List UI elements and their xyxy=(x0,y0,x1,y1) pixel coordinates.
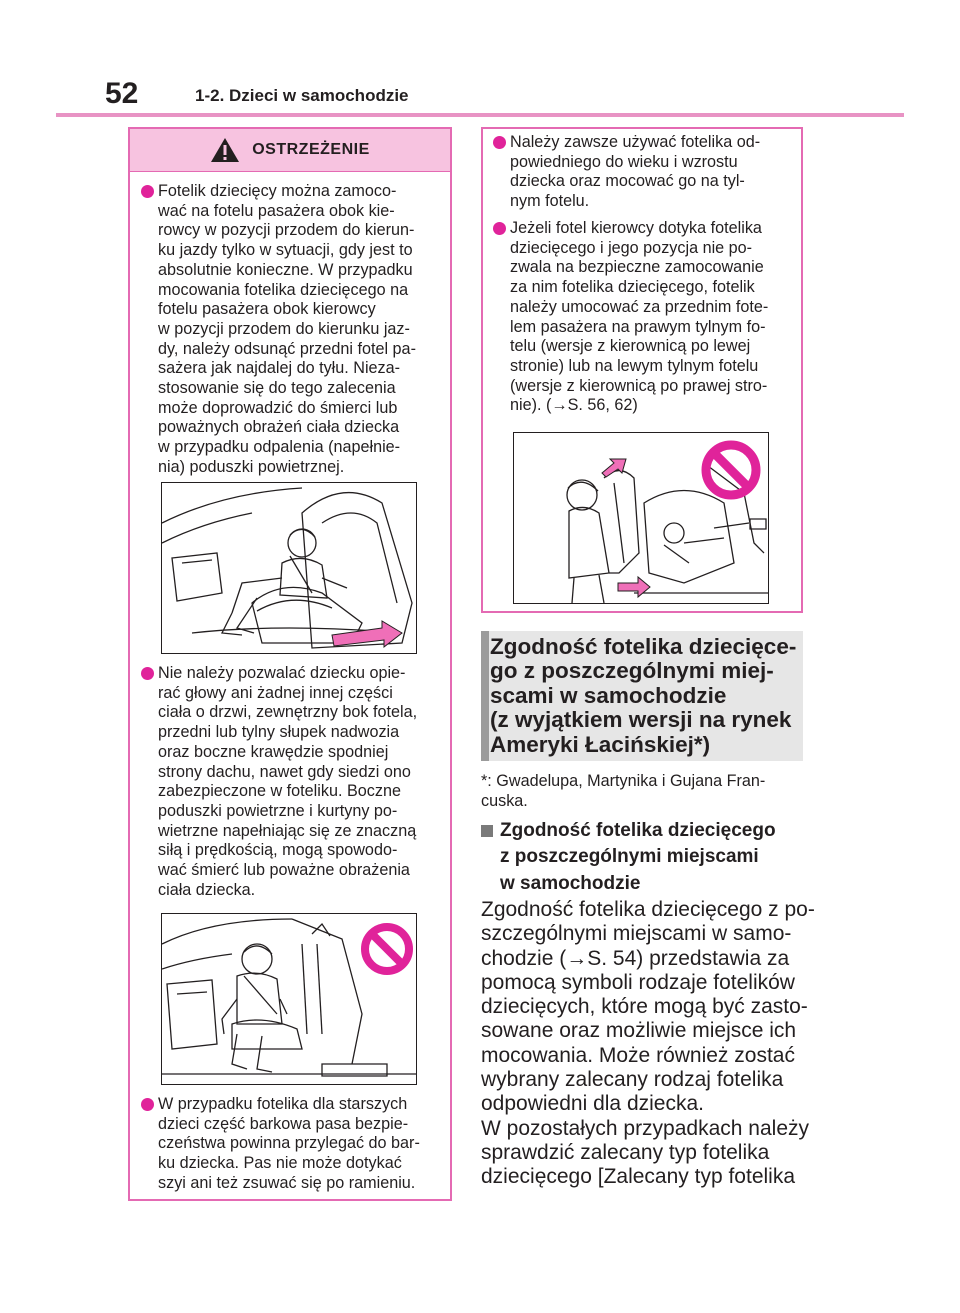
text-line: rać głowy ani żadnej innej części xyxy=(158,683,393,702)
heading-line: scami w samochodzie xyxy=(490,682,727,708)
text-line: nym fotelu. xyxy=(510,192,590,211)
text-line: wać śmierć lub poważne obrażenia xyxy=(158,861,410,880)
body-line: pomocą symboli rodzaje fotelików xyxy=(481,970,795,994)
illustration-child-seat-front-facing xyxy=(161,482,417,654)
warning-bullet-3 xyxy=(141,1095,420,1194)
text-line: dzieci część barkowa pasa bezpie- xyxy=(158,1114,409,1133)
heading-line: (z wyjątkiem wersji na rynek xyxy=(490,707,792,733)
heading-line: go z poszczególnymi miej- xyxy=(490,658,774,684)
right-bullet-2 xyxy=(493,219,768,416)
body-line: chodzie (→S. 54) przedstawia za xyxy=(481,946,790,970)
footnote xyxy=(481,771,765,811)
warning-header xyxy=(130,129,450,172)
page-header xyxy=(105,74,905,118)
body-line: W pozostałych przypadkach należy xyxy=(481,1116,809,1140)
body-line: mocowania. Może również zostać xyxy=(481,1043,795,1067)
heading-bar xyxy=(481,631,489,761)
text-line: powiedniego do wieku i wzrostu xyxy=(510,152,738,171)
text-line: strony dachu, nawet gdy siedzi ono xyxy=(158,762,411,781)
text-line: siłą i prędkością, mogą spowodo- xyxy=(158,841,398,860)
text-line: telu (wersje z kierownicą po lewej xyxy=(510,337,751,356)
child-seat-drawing xyxy=(162,483,417,654)
bullet-dot xyxy=(493,136,506,149)
warning-bullet-2 xyxy=(141,664,417,900)
sub-heading-line: w samochodzie xyxy=(500,872,641,894)
heading-line: Ameryki Łacińskiej*) xyxy=(490,731,711,757)
text-line: poważnych obrażeń ciała dziecka xyxy=(158,418,400,437)
body-line: Zgodność fotelika dziecięcego z po- xyxy=(481,898,815,921)
text-line: poduszki powietrzne i kurtyny po- xyxy=(158,801,398,820)
text-line: fotelu pasażera obok kierowcy xyxy=(158,300,376,319)
sub-heading-line: Zgodność fotelika dziecięcego xyxy=(500,820,776,841)
text-line: sażera jak najdalej do tyłu. Nieza- xyxy=(158,359,401,378)
text-line: stosowanie się do tego zalecenia xyxy=(158,379,396,398)
text-line: w pozycji przodem do kierunku jaz- xyxy=(158,319,410,338)
text-line: oraz boczne krawędzie spodniej xyxy=(158,742,389,761)
text-line: mocowania fotelika dziecięcego na xyxy=(158,280,409,299)
bullet-dot xyxy=(141,1098,154,1111)
text-line: szyi ani też zsuwać się po ramieniu. xyxy=(158,1173,416,1192)
text-line: ku dziecka. Pas nie może dotykać xyxy=(158,1154,402,1173)
section-heading-box xyxy=(481,631,803,761)
text-line: wietrzne napełniając się ze znaczną xyxy=(158,821,417,840)
text-line: Należy zawsze używać fotelika od- xyxy=(510,133,761,151)
bullet-dot xyxy=(141,185,154,198)
footnote-line: *: Gwadelupa, Martynika i Gujana Fran- xyxy=(481,772,766,790)
sub-heading-line: z poszczególnymi miejscami xyxy=(500,846,759,868)
sub-heading-text xyxy=(500,818,776,897)
heading-line: Zgodność fotelika dziecięce- xyxy=(490,634,797,659)
body-paragraph xyxy=(481,898,815,1190)
text-line: ciała o drzwi, zewnętrzny bok fotela, xyxy=(158,703,418,722)
text-line: stronie) lub na lewym tylnym fotelu xyxy=(510,356,759,375)
body-line: odpowiedni dla dziecka. xyxy=(481,1092,704,1116)
page-number: 52 xyxy=(105,77,139,110)
text-line: Jeżeli fotel kierowcy dotyka fotelika xyxy=(510,219,762,237)
text-line: za nim fotelika dziecięcego, fotelik xyxy=(510,278,755,297)
text-line: ku jazdy tylko w sytuacji, gdy jest to xyxy=(158,241,413,260)
prohibition-icon xyxy=(360,922,414,976)
body-line: szczególnymi miejscami w samo- xyxy=(481,922,792,946)
prohibition-icon xyxy=(700,439,762,501)
text-line: lem pasażera na prawym tylnym fo- xyxy=(510,317,766,336)
illustration-rear-facing-seat-prohibited xyxy=(513,432,769,604)
body-line: sowane oraz możliwie miejsce ich xyxy=(481,1019,797,1043)
footnote-line: cuska. xyxy=(481,792,528,810)
text-line: nia) poduszki powietrznej. xyxy=(158,457,345,476)
text-line: może doprowadzić do śmierci lub xyxy=(158,398,398,417)
warning-bullet-1 xyxy=(141,182,416,478)
text-line: czeństwa powinna przylegać do bar- xyxy=(158,1134,420,1153)
text-line: w przypadku odpalenia (napełnie- xyxy=(158,438,401,457)
text-line: dy, należy odsunąć przedni fotel pa- xyxy=(158,339,416,358)
text-line: wać na fotelu pasażera obok kie- xyxy=(158,201,395,220)
body-line: dziecięcego [Zalecany typ fotelika xyxy=(481,1165,796,1189)
text-line: zabezpieczone w foteliku. Boczne xyxy=(158,782,401,801)
text-line: dziecięcego i jego pozycja nie po- xyxy=(510,238,753,257)
body-line: dziecięcych, które mogą być zasto- xyxy=(481,995,808,1019)
illustration-booster-seat-prohibited xyxy=(161,913,417,1085)
right-bullet-1 xyxy=(493,133,760,212)
text-line: W przypadku fotelika dla starszych xyxy=(158,1095,408,1113)
text-line: absolutnie konieczne. W przypadku xyxy=(158,260,413,279)
bullet-dot xyxy=(141,667,154,680)
text-line: Nie należy pozwalać dziecku opie- xyxy=(158,664,406,682)
text-line: należy umocować za przednim fote- xyxy=(510,297,769,316)
warning-title: OSTRZEŻENIE xyxy=(252,141,370,158)
body-line: wybrany zalecany rodzaj fotelika xyxy=(481,1068,784,1092)
text-line: nie). (→S. 56, 62) xyxy=(510,396,638,415)
text-line: Fotelik dziecięcy można zamoco- xyxy=(158,182,397,200)
text-line: (wersje z kierownicą po prawej stro- xyxy=(510,376,768,395)
text-line: zwala na bezpieczne zamocowanie xyxy=(510,258,764,277)
text-line: ciała dziecka. xyxy=(158,880,256,899)
section-heading xyxy=(490,635,796,757)
section-title: 1-2. Dzieci w samochodzie xyxy=(195,86,409,105)
text-line: przedni lub tylny słupek nadwozia xyxy=(158,723,400,742)
text-line: rowcy w pozycji przodem do kierun- xyxy=(158,221,415,240)
bullet-dot xyxy=(493,222,506,235)
text-line: dziecka oraz mocować go na tyl- xyxy=(510,172,745,191)
square-bullet-icon xyxy=(481,825,493,837)
body-line: sprawdzić zalecany typ fotelika xyxy=(481,1140,770,1164)
header-rule xyxy=(56,113,904,117)
warning-triangle-icon xyxy=(210,137,240,163)
